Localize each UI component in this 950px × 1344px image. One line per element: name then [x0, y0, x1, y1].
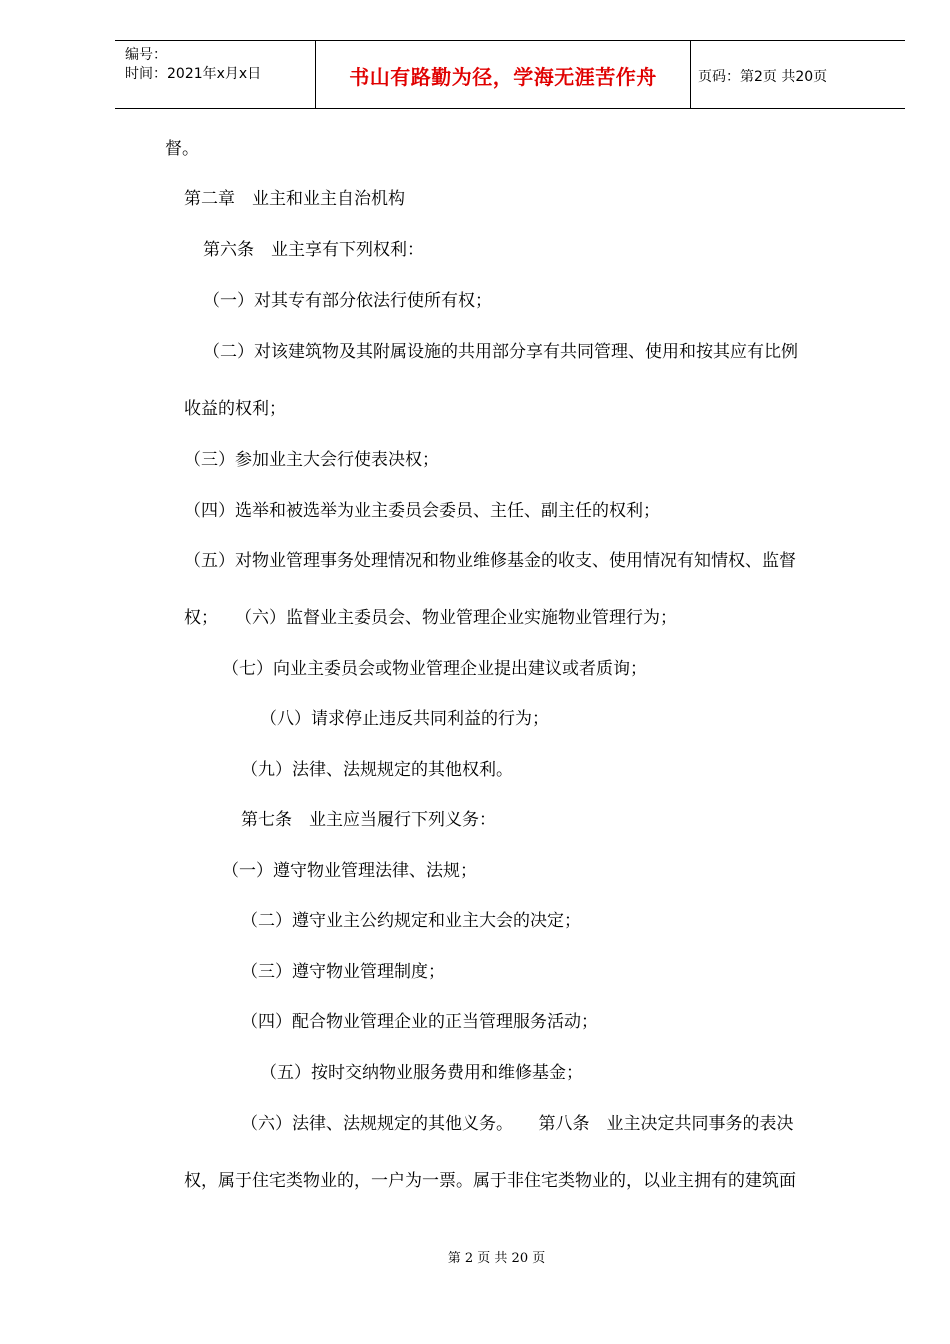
body-line: （二）遵守业主公约规定和业主大会的决定；: [241, 911, 581, 931]
body-line: （四）配合物业管理企业的正当管理服务活动；: [241, 1012, 598, 1032]
body-line: （四）选举和被选举为业主委员会委员、主任、副主任的权利；: [184, 501, 660, 521]
body-line: （七）向业主委员会或物业管理企业提出建议或者质询；: [222, 659, 647, 679]
header-page-cell: [690, 41, 905, 108]
body-line: 权，属于住宅类物业的，一户为一票。属于非住宅类物业的，以业主拥有的建筑面: [184, 1171, 796, 1191]
article-heading: 第七条 业主应当履行下列义务：: [241, 810, 496, 830]
body-line: 督。: [165, 139, 199, 159]
body-line: （三）参加业主大会行使表决权；: [184, 450, 439, 470]
header-page-info: 页码：第2页 共20页: [698, 68, 828, 85]
body-line: （一）对其专有部分依法行使所有权；: [203, 291, 492, 311]
body-line: 收益的权利；: [184, 399, 286, 419]
body-line: （八）请求停止违反共同利益的行为；: [260, 709, 549, 729]
header-motto-cell: [315, 41, 691, 108]
header-motto: 书山有路勤为径，学海无涯苦作舟: [349, 65, 657, 89]
body-line: （五）对物业管理事务处理情况和物业维修基金的收支、使用情况有知情权、监督: [184, 551, 796, 571]
article-heading: 第六条 业主享有下列权利：: [203, 240, 424, 260]
document-time-label: 时间：2021年x月x日: [125, 66, 262, 82]
document-header: [115, 40, 905, 109]
body-line: （一）遵守物业管理法律、法规；: [222, 861, 477, 881]
body-line: （六）法律、法规规定的其他义务。 第八条 业主决定共同事务的表决: [241, 1114, 794, 1134]
header-meta: [115, 41, 315, 108]
body-line: （九）法律、法规规定的其他权利。: [241, 760, 513, 780]
body-line: 权； （六）监督业主委员会、物业管理企业实施物业管理行为；: [184, 608, 677, 628]
body-line: （五）按时交纳物业服务费用和维修基金；: [260, 1063, 583, 1083]
page-footer: [0, 1247, 950, 1266]
chapter-heading: 第二章 业主和业主自治机构: [184, 189, 405, 209]
document-number-label: 编号：: [125, 47, 167, 63]
body-line: （二）对该建筑物及其附属设施的共用部分享有共同管理、使用和按其应有比例: [203, 342, 798, 362]
body-line: （三）遵守物业管理制度；: [241, 962, 445, 982]
footer-page-number: 第 2 页 共 20 页: [447, 1251, 546, 1266]
